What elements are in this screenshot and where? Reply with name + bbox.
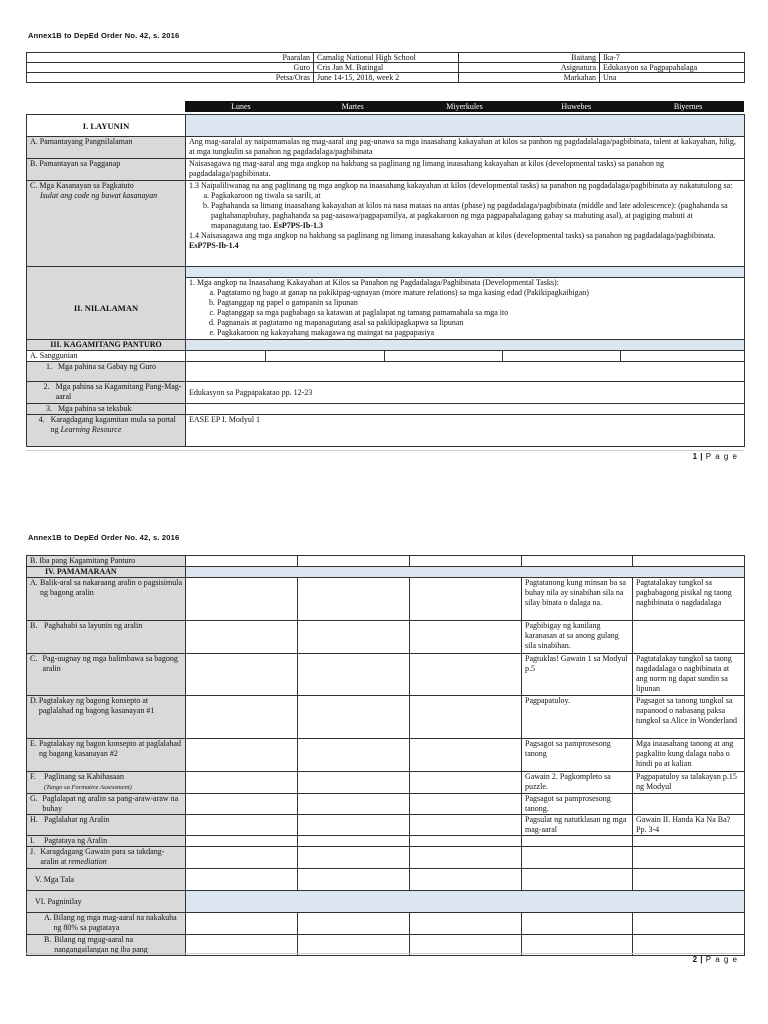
row-b-huwebes: Pagbibigay ng kanilang karanasan at sa anong gulang sila sinabihan. [522,621,633,654]
empty-cell [410,869,522,891]
empty-cell [186,913,298,935]
empty-cell [633,913,745,935]
pamantayang-pangnilalaman-text: Ang mag-aaralal ay naipamamalas ng mag-aaral ang pag-unawa sa mga inaasahang kakayahan at kilos sa panhon ng pagdadalalaga/pagbibinata, talent at kakayahan, hilig, at mga tungkulin sa panahon ng pagdadalaga/pagbibinata [186,137,745,159]
asignatura-value: Edukasyon sa Pagpapahalaga [600,63,745,73]
pamantayang-pangnilalaman-label: A. Pamantayang Pangnilalaman [27,137,186,159]
row-e-huwebes: Pagsagot sa pamprosesong tanong [522,739,633,772]
row-i-label: I. Pagtataya ng Aralin [27,836,186,847]
pamantayan-pagganap-label: B. Pamantayan sa Pagganap [27,159,186,181]
empty-cell [522,847,633,869]
row-c-huwebes: Pagtuklas! Gawain 1 sa Modyul p.5 [522,654,633,696]
day-martes: Martes [341,102,364,111]
row-j-label: J. Karagdagang Gawain para sa takdang-aralin at remediation [27,847,186,869]
sanggunian-label: A. Sanggunian [27,351,186,362]
empty-cell [298,847,410,869]
empty-cell [503,351,621,362]
footer-rule [26,450,744,451]
day-miyerkules: Miyerkules [446,102,483,111]
sanggunian-1-value [186,362,745,382]
pagninilay-a: A. Bilang ng mga mag-aaral na nakakuha ng 80% sa pagtataya [27,913,186,935]
header-table [26,52,745,83]
row-g-huwebes: Pagsagot sa pamprosesong tanong. [522,794,633,815]
row-f-label: F. Paglinang sa Kabihasaan (Tungo sa Formative Assessment) [27,772,186,794]
baitang-label: Baitang [459,53,600,63]
pamamaraan-blue [186,567,745,578]
nilalaman-item: b. Pagtanggap ng papel o gampanin sa lipunan [217,298,741,308]
page-number-1: 1 | P a g e [692,452,738,461]
layunin-blue [186,115,745,137]
kasanayan-item: a. Pagkakaroon ng tiwala sa sarili, at [211,191,741,201]
empty-cell [410,739,522,772]
row-h-huwebes: Pagsulat ng natutklasan ng mga mag-aaral [522,815,633,836]
kasanayan-code-1: EsP7PS-Ib-1.3 [273,221,323,230]
empty-cell [410,556,522,567]
sanggunian-1: 1. Mga pahina sa Gabay ng Guro [27,362,186,382]
empty-cell [186,772,298,794]
day-lunes: Lunes [231,102,251,111]
empty-cell [410,772,522,794]
empty-cell [522,556,633,567]
row-h-label: H. Paglalahat ng Aralin [27,815,186,836]
annex-label: Annex1B to DepEd Order No. 42, s. 2016 [28,31,180,40]
day-biyernes: Biyernes [673,102,703,111]
guro-value: Cris Jan M. Batingal [314,63,459,73]
kasanayan-list [189,191,741,231]
nilalaman-intro: 1. Mga angkop na Inaasahang Kakayahan at Kilos sa Panahon ng Pagdadalaga/Pagbibinata (Developmental Tasks): [189,278,559,287]
row-e-biyernes: Mga inaasahang tanong at ang pagkalito kung dalaga naba o hindi pa at kalian [633,739,745,772]
nilalaman-item: e. Pagkakaroon ng kakayahang makagawa ng maingat na pagpapasiya [217,328,741,338]
empty-cell [298,578,410,621]
kasanayan-label: C. Mga Kasanayan sa Pagkatuto [30,181,134,190]
baitang-value: Ika-7 [600,53,745,63]
empty-cell [410,578,522,621]
row-b-label: B. Paghahabi sa layunin ng aralin [27,621,186,654]
sanggunian-4-value: EASE EP I. Modyul 1 [186,415,745,447]
nilalaman-text [186,278,745,340]
markahan-label: Markahan [459,73,600,83]
row-d-huwebes: Pagpapatuloy. [522,696,633,739]
mga-tala-label: V. Mga Tala [27,869,186,891]
empty-cell [186,621,298,654]
markahan-value: Una [600,73,745,83]
empty-cell [385,351,503,362]
row-g-biyernes [633,794,745,815]
empty-cell [186,869,298,891]
empty-cell [298,654,410,696]
sanggunian-4: 4. Karagdagang kagamitan mula sa portal ng Learning Resource [27,415,186,447]
empty-cell [298,772,410,794]
row-d-label: D. Pagtalakay ng bagong konsepto at paglalahad ng bagong kasanayan #1 [27,696,186,739]
nilalaman-heading: II. NILALAMAN [27,278,186,340]
empty-cell [298,836,410,847]
kasanayan-14: 1.4 Naisasagawa ang mga angkop na hakbang sa paglinang ng limang inaasahang kakayahan at kilos (developmental tasks) sa panahon ng pagdadalaga/pagbibinata. EsP7PS-Ib-1.4 [189,231,716,250]
empty-cell [410,621,522,654]
row-b-biyernes [633,621,745,654]
page-number-2: 2 | P a g e [692,955,738,964]
row-c-biyernes: Pagtatalakay tungkol sa taong nagdadalaga o nagbibinata at ang norm ng dapat sundin sa lipunan [633,654,745,696]
nilalaman-item: d. Pagnanais at pagtatamo ng mapanagutang asal sa pakikipagkapwa sa lipunan [217,318,741,328]
row-f-huwebes: Gawain 2. Pagkompleto sa puzzle. [522,772,633,794]
annex-label-2: Annex1B to DepEd Order No. 42, s. 2016 [28,533,180,542]
nilalaman-item: c. Pagtanggap sa mga pagbabago sa katawan at paglalapat ng tamang pamamahala sa mga ito [217,308,741,318]
pamantayan-pagganap-text: Naisasagawa ng mag-aaral ang mga angkop na hakbang sa paglinang ng limang inaasahang kakayahan at kilos (developmental tasks) sa panahon ng pagdadalaga/pagbibinata. [186,159,745,181]
empty-cell [410,913,522,935]
empty-cell [522,869,633,891]
row-a-label: A. Balik-aral sa nakaraang aralin o pagsisimula ng bagong aralin [27,578,186,621]
row-a-huwebes: Pagtatanong kung minsan ba sa buhay nila ay sinabihan sila na silay binata o dalaga na. [522,578,633,621]
empty-cell [410,696,522,739]
empty-cell [633,869,745,891]
kasanayan-text [186,181,745,267]
sanggunian-2: 2. Mga pahina sa Kagamitang Pang-Mag-aaral [27,382,186,404]
empty-cell [186,847,298,869]
row-h-biyernes: Gawain II. Handa Ka Na Ba? Pp. 3-4 [633,815,745,836]
row-f-biyernes: Pagpapatuloy sa talakayan p.15 ng Modyul [633,772,745,794]
kagamitan-heading: III. KAGAMITANG PANTURO [27,340,186,351]
paaralan-value: Camalig National High School [314,53,459,63]
empty-cell [410,794,522,815]
pagninilay-blue [186,891,745,913]
sanggunian-3-value [186,404,745,415]
nilalaman-item: a. Pagtatamo ng bago at ganap na pakikipag-ugnayan (more mature relations) sa mga kasing edad (Pakikipagkaibigan) [217,288,741,298]
empty-cell [186,815,298,836]
petsa-value: June 14-15, 2018, week 2 [314,73,459,83]
pagninilay-b: B. Bilang ng mgag-aaral na nangangailangan ng iba pang [27,935,186,956]
empty-cell [298,621,410,654]
empty-cell [633,836,745,847]
spacer-cell [27,267,186,278]
empty-cell [410,847,522,869]
layunin-heading: I. LAYUNIN [27,115,186,137]
kasanayan-code-2: EsP7PS-Ib-1.4 [189,241,239,250]
kasanayan-intro: 1.3 Naipaliliwanag na ang paglinang ng mga angkop na inaasahang kakayahan at kilos (developmental tasks) sa panahon ng pagdadalaga/pagbibinata ay nakatutulong sa: [189,181,733,190]
empty-cell [186,739,298,772]
footer-rule-2 [26,953,744,954]
empty-cell [298,696,410,739]
row-c-label: C. Pag-uugnay ng mga halimbawa sa bagong aralin [27,654,186,696]
empty-cell [410,815,522,836]
kagamitan-blue [186,340,745,351]
asignatura-label: Asignatura [459,63,600,73]
empty-cell [298,739,410,772]
empty-cell [298,794,410,815]
row-g-label: G. Paglalapat ng aralin sa pang-araw-araw na buhay [27,794,186,815]
pamamaraan-heading: IV. PAMAMARAAN [27,567,186,578]
row-a-biyernes: Pagtatalakay tungkol sa pagbabagong pisikal ng taong nagbibinata o nagdadalaga [633,578,745,621]
empty-cell [522,913,633,935]
guro-label: Guro [27,63,314,73]
empty-cell [298,815,410,836]
empty-cell [186,351,266,362]
sanggunian-2-value: Edukasyon sa Pagpapakatao pp. 12-23 [186,382,745,404]
empty-cell [410,654,522,696]
days-header [185,101,744,112]
paaralan-label: Paaralan [27,53,314,63]
row-e-label: E. Pagtalakay ng bagon konsepto at paglalahad ng bagong kasanayan #2 [27,739,186,772]
empty-cell [186,836,298,847]
nilalaman-list [189,288,741,338]
petsa-label: Petsa/Oras [27,73,314,83]
empty-cell [621,351,745,362]
empty-cell [633,847,745,869]
empty-cell [186,556,298,567]
empty-cell [410,836,522,847]
lesson-table-page1 [26,114,745,447]
empty-cell [522,836,633,847]
empty-cell [186,794,298,815]
empty-cell [186,696,298,739]
empty-cell [298,869,410,891]
kasanayan-label-cell [27,181,186,267]
empty-cell [298,913,410,935]
kasanayan-sub: Isulat ang code ng bawat kasanayan [40,191,158,200]
empty-cell [633,556,745,567]
empty-cell [186,654,298,696]
empty-cell [298,556,410,567]
empty-cell [186,578,298,621]
pagninilay-label: VI. Pagninilay [27,891,186,913]
sanggunian-3: 3. Mga pahina sa teksbuk [27,404,186,415]
row-d-biyernes: Pagsagot sa tanong tungkol sa napanood o nabasang paksa tungkol sa Alice in Wonderland [633,696,745,739]
day-huwebes: Huwebes [561,102,592,111]
iba-pang-kagamitan: B. Iba pang Kagamitang Panturo [27,556,186,567]
kasanayan-item: b. Paghahanda sa limang inaasahang kakayahan at kilos na nasa mataas na antas (phase) ng pagdadalaga/pagbibinata (middle and late adolescence): (paghahanda sa paghahanapbuhay, paghahanda sa pag-aasawa/pagpapamilya, at pagkakaroon ng mga pagpapahalagang gabay sa mabuting asal), at pagiging mabuti at mapanagutang tao. EsP7PS-Ib-1.3 [211,201,741,231]
lesson-table-page2 [26,555,745,956]
nilalaman-blue-bar [186,267,745,278]
empty-cell [266,351,385,362]
